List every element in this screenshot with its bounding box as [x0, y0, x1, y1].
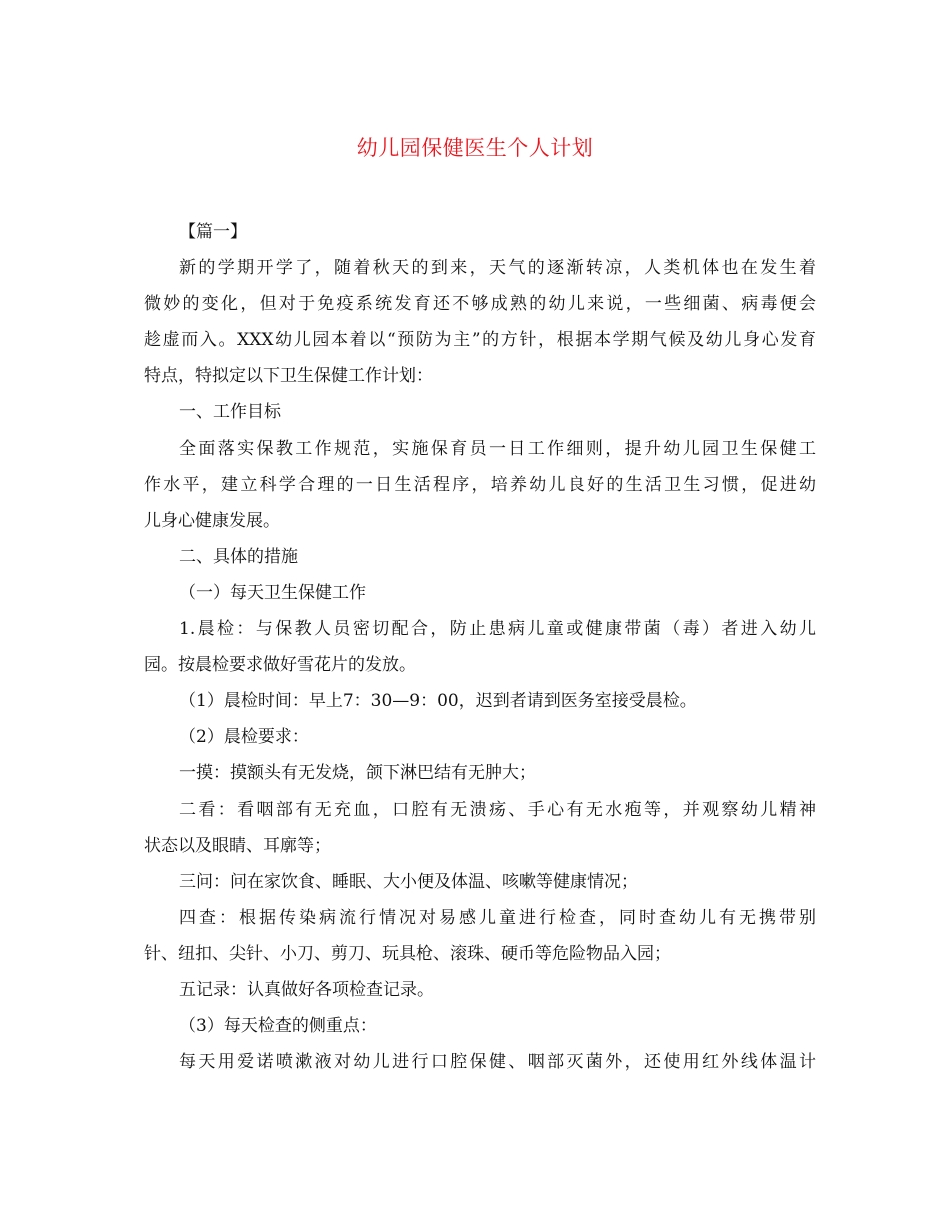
paragraph-line: 新的学期开学了，随着秋天的到来，天气的逐渐转凉，人类机体也在发生着 [179, 258, 816, 279]
paragraph-line: 微妙的变化，但对于免疫系统发育还不够成熟的幼儿来说，一些细菌、病毒便会 [144, 294, 816, 315]
paragraph-line: 二看：看咽部有无充血，口腔有无溃疡、手心有无水疱等，并观察幼儿精神 [179, 799, 816, 820]
paragraph-line: 趁虚而入。XXX幼儿园本着以“预防为主”的方针，根据本学期气候及幼儿身心发育 [144, 330, 816, 351]
paragraph-line: 四查：根据传染病流行情况对易感儿童进行检查，同时查幼儿有无携带别 [179, 907, 816, 928]
document-title: 幼儿园保健医生个人计划 [356, 136, 594, 160]
paragraph-line: 园。按晨检要求做好雪花片的发放。 [144, 655, 416, 676]
paragraph-line: （1）晨检时间：早上7：30—9：00，迟到者请到医务室接受晨检。 [179, 691, 697, 712]
paragraph-line: （2）晨检要求： [179, 727, 309, 748]
paragraph-line: 1.晨检：与保教人员密切配合，防止患病儿童或健康带菌（毒）者进入幼儿 [179, 619, 816, 640]
paragraph-line: 全面落实保教工作规范，实施保育员一日工作细则，提升幼儿园卫生保健工 [179, 438, 816, 459]
paragraph-line: 儿身心健康发展。 [144, 510, 280, 531]
paragraph-line: 针、纽扣、尖针、小刀、剪刀、玩具枪、滚珠、硬币等危险物品入园； [144, 943, 671, 964]
document-body [144, 214, 816, 1080]
section-heading: 【篇一】 [179, 222, 247, 242]
paragraph-line: 五记录：认真做好各项检查记录。 [179, 979, 434, 1000]
paragraph-line: 特点，特拟定以下卫生保健工作计划： [144, 366, 433, 387]
paragraph-line: （3）每天检查的侧重点： [179, 1016, 377, 1037]
section-heading: 一、工作目标 [179, 402, 281, 423]
section-heading: 二、具体的措施 [179, 546, 298, 567]
paragraph-line: 每天用爱诺喷漱液对幼儿进行口腔保健、咽部灭菌外，还使用红外线体温计 [179, 1052, 816, 1073]
subsection-heading: （一）每天卫生保健工作 [179, 582, 366, 603]
paragraph-line: 作水平，建立科学合理的一日生活程序，培养幼儿良好的生活卫生习惯，促进幼 [144, 474, 816, 495]
paragraph-line: 一摸：摸额头有无发烧，颌下淋巴结有无肿大； [179, 763, 536, 784]
paragraph-line: 三问：问在家饮食、睡眠、大小便及体温、咳嗽等健康情况； [179, 871, 638, 892]
paragraph-line: 状态以及眼睛、耳廓等； [144, 835, 331, 856]
